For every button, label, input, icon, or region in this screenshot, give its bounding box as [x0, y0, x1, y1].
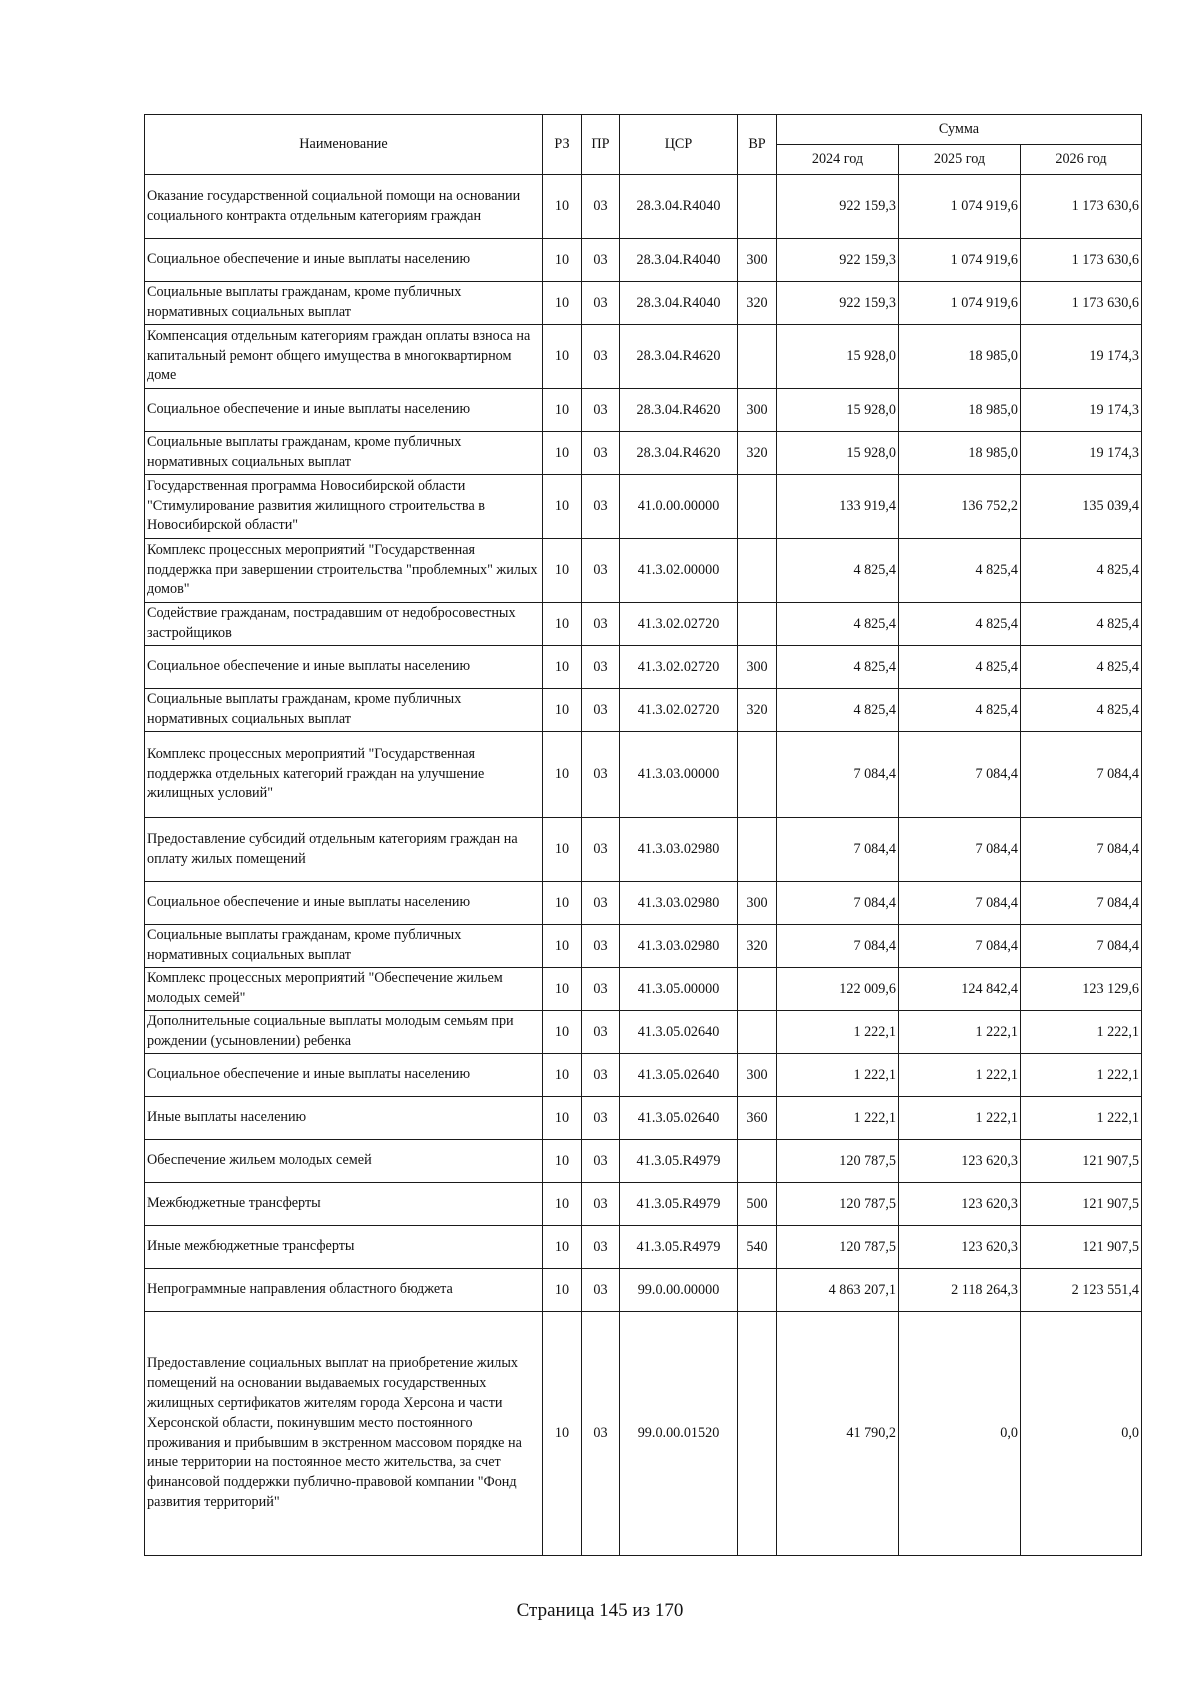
row-sum-2024: 15 928,0 [777, 432, 899, 475]
row-csr: 41.3.02.02720 [620, 646, 738, 689]
row-name: Предоставление социальных выплат на приобретение жилых помещений на основании выдаваемых государственных жилищных сертификатов жителям города Херсона и части Херсонской области, покинувшим место постоянного проживания и прибывшим в экстренном массовом порядке на иные территории на постоянное место жительства, за счет финансовой поддержки публично-правовой компании "Фонд развития территорий" [145, 1312, 543, 1556]
row-csr: 41.3.05.02640 [620, 1097, 738, 1140]
row-sum-2025: 123 620,3 [899, 1226, 1021, 1269]
row-csr: 41.0.00.00000 [620, 475, 738, 539]
row-sum-2025: 7 084,4 [899, 882, 1021, 925]
row-vr: 320 [738, 925, 777, 968]
row-sum-2026: 1 173 630,6 [1021, 175, 1142, 239]
row-name: Социальное обеспечение и иные выплаты населению [145, 646, 543, 689]
row-csr: 41.3.05.R4979 [620, 1226, 738, 1269]
row-sum-2024: 922 159,3 [777, 175, 899, 239]
row-sum-2025: 18 985,0 [899, 432, 1021, 475]
row-sum-2024: 4 825,4 [777, 603, 899, 646]
row-csr: 41.3.02.02720 [620, 603, 738, 646]
header-rz: РЗ [543, 115, 582, 175]
row-vr: 300 [738, 646, 777, 689]
row-vr: 360 [738, 1097, 777, 1140]
row-name: Иные выплаты населению [145, 1097, 543, 1140]
row-vr [738, 732, 777, 818]
row-rz: 10 [543, 1097, 582, 1140]
row-rz: 10 [543, 968, 582, 1011]
row-sum-2026: 1 222,1 [1021, 1011, 1142, 1054]
row-sum-2026: 123 129,6 [1021, 968, 1142, 1011]
row-name: Компенсация отдельным категориям граждан оплаты взноса на капитальный ремонт общего имущества в многоквартирном доме [145, 325, 543, 389]
table-row [145, 968, 1142, 1011]
row-sum-2025: 1 222,1 [899, 1097, 1021, 1140]
row-pr: 03 [582, 925, 620, 968]
row-name: Иные межбюджетные трансферты [145, 1226, 543, 1269]
row-name: Социальное обеспечение и иные выплаты населению [145, 1054, 543, 1097]
row-sum-2025: 1 222,1 [899, 1054, 1021, 1097]
row-pr: 03 [582, 732, 620, 818]
table-row [145, 175, 1142, 239]
table-row [145, 539, 1142, 603]
row-rz: 10 [543, 432, 582, 475]
row-sum-2026: 19 174,3 [1021, 325, 1142, 389]
row-name: Социальное обеспечение и иные выплаты населению [145, 239, 543, 282]
row-sum-2026: 7 084,4 [1021, 732, 1142, 818]
row-sum-2026: 1 173 630,6 [1021, 239, 1142, 282]
page-number: Страница 145 из 170 [516, 1600, 684, 1621]
header-year-2026: 2026 год [1021, 145, 1142, 175]
table-row [145, 475, 1142, 539]
table-row [145, 1054, 1142, 1097]
row-csr: 41.3.05.R4979 [620, 1183, 738, 1226]
row-sum-2026: 19 174,3 [1021, 432, 1142, 475]
row-pr: 03 [582, 1183, 620, 1226]
row-sum-2024: 1 222,1 [777, 1054, 899, 1097]
table-row [145, 689, 1142, 732]
row-sum-2025: 1 074 919,6 [899, 239, 1021, 282]
row-sum-2025: 18 985,0 [899, 325, 1021, 389]
row-csr: 28.3.04.R4620 [620, 325, 738, 389]
row-sum-2024: 120 787,5 [777, 1183, 899, 1226]
table-row [145, 882, 1142, 925]
row-pr: 03 [582, 475, 620, 539]
row-csr: 28.3.04.R4620 [620, 389, 738, 432]
table-row [145, 1097, 1142, 1140]
row-rz: 10 [543, 239, 582, 282]
row-vr [738, 1312, 777, 1556]
table-row [145, 389, 1142, 432]
row-name: Социальные выплаты гражданам, кроме публичных нормативных социальных выплат [145, 432, 543, 475]
row-csr: 41.3.02.02720 [620, 689, 738, 732]
header-year-2024: 2024 год [777, 145, 899, 175]
row-sum-2025: 18 985,0 [899, 389, 1021, 432]
table-row [145, 1312, 1142, 1556]
row-pr: 03 [582, 325, 620, 389]
row-sum-2025: 1 074 919,6 [899, 175, 1021, 239]
row-vr [738, 539, 777, 603]
row-rz: 10 [543, 1011, 582, 1054]
row-csr: 41.3.05.02640 [620, 1011, 738, 1054]
row-pr: 03 [582, 968, 620, 1011]
row-sum-2025: 4 825,4 [899, 689, 1021, 732]
header-pr: ПР [582, 115, 620, 175]
table-row [145, 432, 1142, 475]
table-row [145, 1269, 1142, 1312]
row-name: Предоставление субсидий отдельным категориям граждан на оплату жилых помещений [145, 818, 543, 882]
row-csr: 28.3.04.R4040 [620, 175, 738, 239]
row-rz: 10 [543, 325, 582, 389]
row-sum-2024: 15 928,0 [777, 325, 899, 389]
row-sum-2025: 7 084,4 [899, 818, 1021, 882]
header-csr: ЦСР [620, 115, 738, 175]
row-sum-2025: 1 222,1 [899, 1011, 1021, 1054]
row-vr: 500 [738, 1183, 777, 1226]
row-name: Комплекс процессных мероприятий "Обеспечение жильем молодых семей" [145, 968, 543, 1011]
row-name: Социальное обеспечение и иные выплаты населению [145, 882, 543, 925]
row-sum-2026: 7 084,4 [1021, 882, 1142, 925]
table-row [145, 1226, 1142, 1269]
row-pr: 03 [582, 882, 620, 925]
table-body [145, 175, 1142, 1556]
row-vr [738, 175, 777, 239]
row-sum-2026: 4 825,4 [1021, 689, 1142, 732]
row-sum-2025: 7 084,4 [899, 732, 1021, 818]
row-vr [738, 818, 777, 882]
row-sum-2024: 1 222,1 [777, 1097, 899, 1140]
row-sum-2026: 2 123 551,4 [1021, 1269, 1142, 1312]
row-sum-2024: 7 084,4 [777, 732, 899, 818]
row-csr: 28.3.04.R4040 [620, 282, 738, 325]
row-sum-2026: 4 825,4 [1021, 646, 1142, 689]
row-sum-2024: 4 825,4 [777, 539, 899, 603]
row-pr: 03 [582, 603, 620, 646]
row-sum-2024: 7 084,4 [777, 925, 899, 968]
row-csr: 41.3.03.02980 [620, 925, 738, 968]
row-csr: 41.3.02.00000 [620, 539, 738, 603]
row-rz: 10 [543, 539, 582, 603]
row-pr: 03 [582, 1011, 620, 1054]
row-rz: 10 [543, 925, 582, 968]
row-vr [738, 968, 777, 1011]
row-pr: 03 [582, 1226, 620, 1269]
row-sum-2026: 135 039,4 [1021, 475, 1142, 539]
row-vr: 300 [738, 882, 777, 925]
table-row [145, 282, 1142, 325]
row-sum-2024: 7 084,4 [777, 882, 899, 925]
row-vr [738, 1011, 777, 1054]
row-sum-2024: 120 787,5 [777, 1226, 899, 1269]
row-sum-2024: 41 790,2 [777, 1312, 899, 1556]
row-vr: 320 [738, 432, 777, 475]
row-csr: 41.3.03.00000 [620, 732, 738, 818]
row-pr: 03 [582, 239, 620, 282]
row-csr: 28.3.04.R4620 [620, 432, 738, 475]
row-name: Межбюджетные трансферты [145, 1183, 543, 1226]
row-name: Обеспечение жильем молодых семей [145, 1140, 543, 1183]
header-sum: Сумма [777, 115, 1142, 145]
row-name: Социальные выплаты гражданам, кроме публичных нормативных социальных выплат [145, 282, 543, 325]
row-rz: 10 [543, 818, 582, 882]
budget-table [144, 114, 1142, 1556]
table-row [145, 325, 1142, 389]
row-sum-2024: 7 084,4 [777, 818, 899, 882]
row-vr: 320 [738, 689, 777, 732]
row-name: Оказание государственной социальной помощи на основании социального контракта отдельным категориям граждан [145, 175, 543, 239]
row-sum-2024: 4 863 207,1 [777, 1269, 899, 1312]
table-row [145, 603, 1142, 646]
row-name: Дополнительные социальные выплаты молодым семьям при рождении (усыновлении) ребенка [145, 1011, 543, 1054]
row-rz: 10 [543, 689, 582, 732]
row-csr: 99.0.00.01520 [620, 1312, 738, 1556]
row-sum-2025: 7 084,4 [899, 925, 1021, 968]
row-csr: 28.3.04.R4040 [620, 239, 738, 282]
row-pr: 03 [582, 818, 620, 882]
row-sum-2025: 123 620,3 [899, 1183, 1021, 1226]
table-row [145, 646, 1142, 689]
row-pr: 03 [582, 539, 620, 603]
row-sum-2026: 4 825,4 [1021, 603, 1142, 646]
row-csr: 41.3.05.R4979 [620, 1140, 738, 1183]
row-rz: 10 [543, 1054, 582, 1097]
table-row [145, 239, 1142, 282]
row-vr [738, 325, 777, 389]
header-vr: ВР [738, 115, 777, 175]
header-name: Наименование [145, 115, 543, 175]
row-pr: 03 [582, 175, 620, 239]
row-pr: 03 [582, 1054, 620, 1097]
row-sum-2024: 1 222,1 [777, 1011, 899, 1054]
table-row [145, 1140, 1142, 1183]
row-rz: 10 [543, 389, 582, 432]
row-vr [738, 475, 777, 539]
row-sum-2025: 2 118 264,3 [899, 1269, 1021, 1312]
row-name: Социальное обеспечение и иные выплаты населению [145, 389, 543, 432]
row-name: Социальные выплаты гражданам, кроме публичных нормативных социальных выплат [145, 925, 543, 968]
row-sum-2025: 4 825,4 [899, 539, 1021, 603]
row-sum-2024: 133 919,4 [777, 475, 899, 539]
row-sum-2025: 4 825,4 [899, 646, 1021, 689]
row-rz: 10 [543, 1269, 582, 1312]
row-pr: 03 [582, 1097, 620, 1140]
row-pr: 03 [582, 1312, 620, 1556]
row-sum-2026: 121 907,5 [1021, 1140, 1142, 1183]
row-rz: 10 [543, 882, 582, 925]
row-sum-2025: 136 752,2 [899, 475, 1021, 539]
row-rz: 10 [543, 1226, 582, 1269]
row-sum-2026: 7 084,4 [1021, 818, 1142, 882]
row-sum-2024: 120 787,5 [777, 1140, 899, 1183]
row-pr: 03 [582, 1269, 620, 1312]
table-header-row [145, 115, 1142, 145]
table-row [145, 818, 1142, 882]
row-sum-2024: 122 009,6 [777, 968, 899, 1011]
row-pr: 03 [582, 1140, 620, 1183]
row-name: Комплекс процессных мероприятий "Государственная поддержка при завершении строительства "проблемных" жилых домов" [145, 539, 543, 603]
row-sum-2025: 0,0 [899, 1312, 1021, 1556]
row-csr: 41.3.03.02980 [620, 882, 738, 925]
row-vr [738, 1269, 777, 1312]
row-rz: 10 [543, 1183, 582, 1226]
row-rz: 10 [543, 475, 582, 539]
row-vr: 300 [738, 1054, 777, 1097]
row-csr: 41.3.03.02980 [620, 818, 738, 882]
row-sum-2026: 121 907,5 [1021, 1226, 1142, 1269]
row-csr: 41.3.05.00000 [620, 968, 738, 1011]
row-rz: 10 [543, 175, 582, 239]
header-year-2025: 2025 год [899, 145, 1021, 175]
table-row [145, 925, 1142, 968]
row-rz: 10 [543, 646, 582, 689]
row-sum-2025: 123 620,3 [899, 1140, 1021, 1183]
row-sum-2026: 7 084,4 [1021, 925, 1142, 968]
row-pr: 03 [582, 646, 620, 689]
row-sum-2026: 121 907,5 [1021, 1183, 1142, 1226]
row-rz: 10 [543, 732, 582, 818]
row-sum-2024: 4 825,4 [777, 646, 899, 689]
row-sum-2026: 4 825,4 [1021, 539, 1142, 603]
row-vr: 540 [738, 1226, 777, 1269]
row-vr: 300 [738, 389, 777, 432]
row-name: Социальные выплаты гражданам, кроме публичных нормативных социальных выплат [145, 689, 543, 732]
table-row [145, 1183, 1142, 1226]
row-rz: 10 [543, 1140, 582, 1183]
row-sum-2025: 124 842,4 [899, 968, 1021, 1011]
row-sum-2026: 1 222,1 [1021, 1097, 1142, 1140]
row-name: Непрограммные направления областного бюджета [145, 1269, 543, 1312]
row-pr: 03 [582, 689, 620, 732]
table-row [145, 732, 1142, 818]
row-rz: 10 [543, 1312, 582, 1556]
row-pr: 03 [582, 282, 620, 325]
row-vr [738, 603, 777, 646]
row-rz: 10 [543, 603, 582, 646]
row-csr: 99.0.00.00000 [620, 1269, 738, 1312]
row-vr [738, 1140, 777, 1183]
row-sum-2024: 15 928,0 [777, 389, 899, 432]
row-sum-2026: 19 174,3 [1021, 389, 1142, 432]
row-pr: 03 [582, 432, 620, 475]
table-row [145, 1011, 1142, 1054]
row-pr: 03 [582, 389, 620, 432]
row-sum-2024: 4 825,4 [777, 689, 899, 732]
row-name: Комплекс процессных мероприятий "Государственная поддержка отдельных категорий граждан на улучшение жилищных условий" [145, 732, 543, 818]
row-name: Государственная программа Новосибирской области "Стимулирование развития жилищного строительства в Новосибирской области" [145, 475, 543, 539]
row-sum-2026: 1 222,1 [1021, 1054, 1142, 1097]
row-sum-2026: 1 173 630,6 [1021, 282, 1142, 325]
row-name: Содействие гражданам, пострадавшим от недобросовестных застройщиков [145, 603, 543, 646]
row-sum-2024: 922 159,3 [777, 282, 899, 325]
row-vr: 320 [738, 282, 777, 325]
row-sum-2025: 1 074 919,6 [899, 282, 1021, 325]
row-sum-2026: 0,0 [1021, 1312, 1142, 1556]
row-sum-2025: 4 825,4 [899, 603, 1021, 646]
row-vr: 300 [738, 239, 777, 282]
row-rz: 10 [543, 282, 582, 325]
row-sum-2024: 922 159,3 [777, 239, 899, 282]
row-csr: 41.3.05.02640 [620, 1054, 738, 1097]
